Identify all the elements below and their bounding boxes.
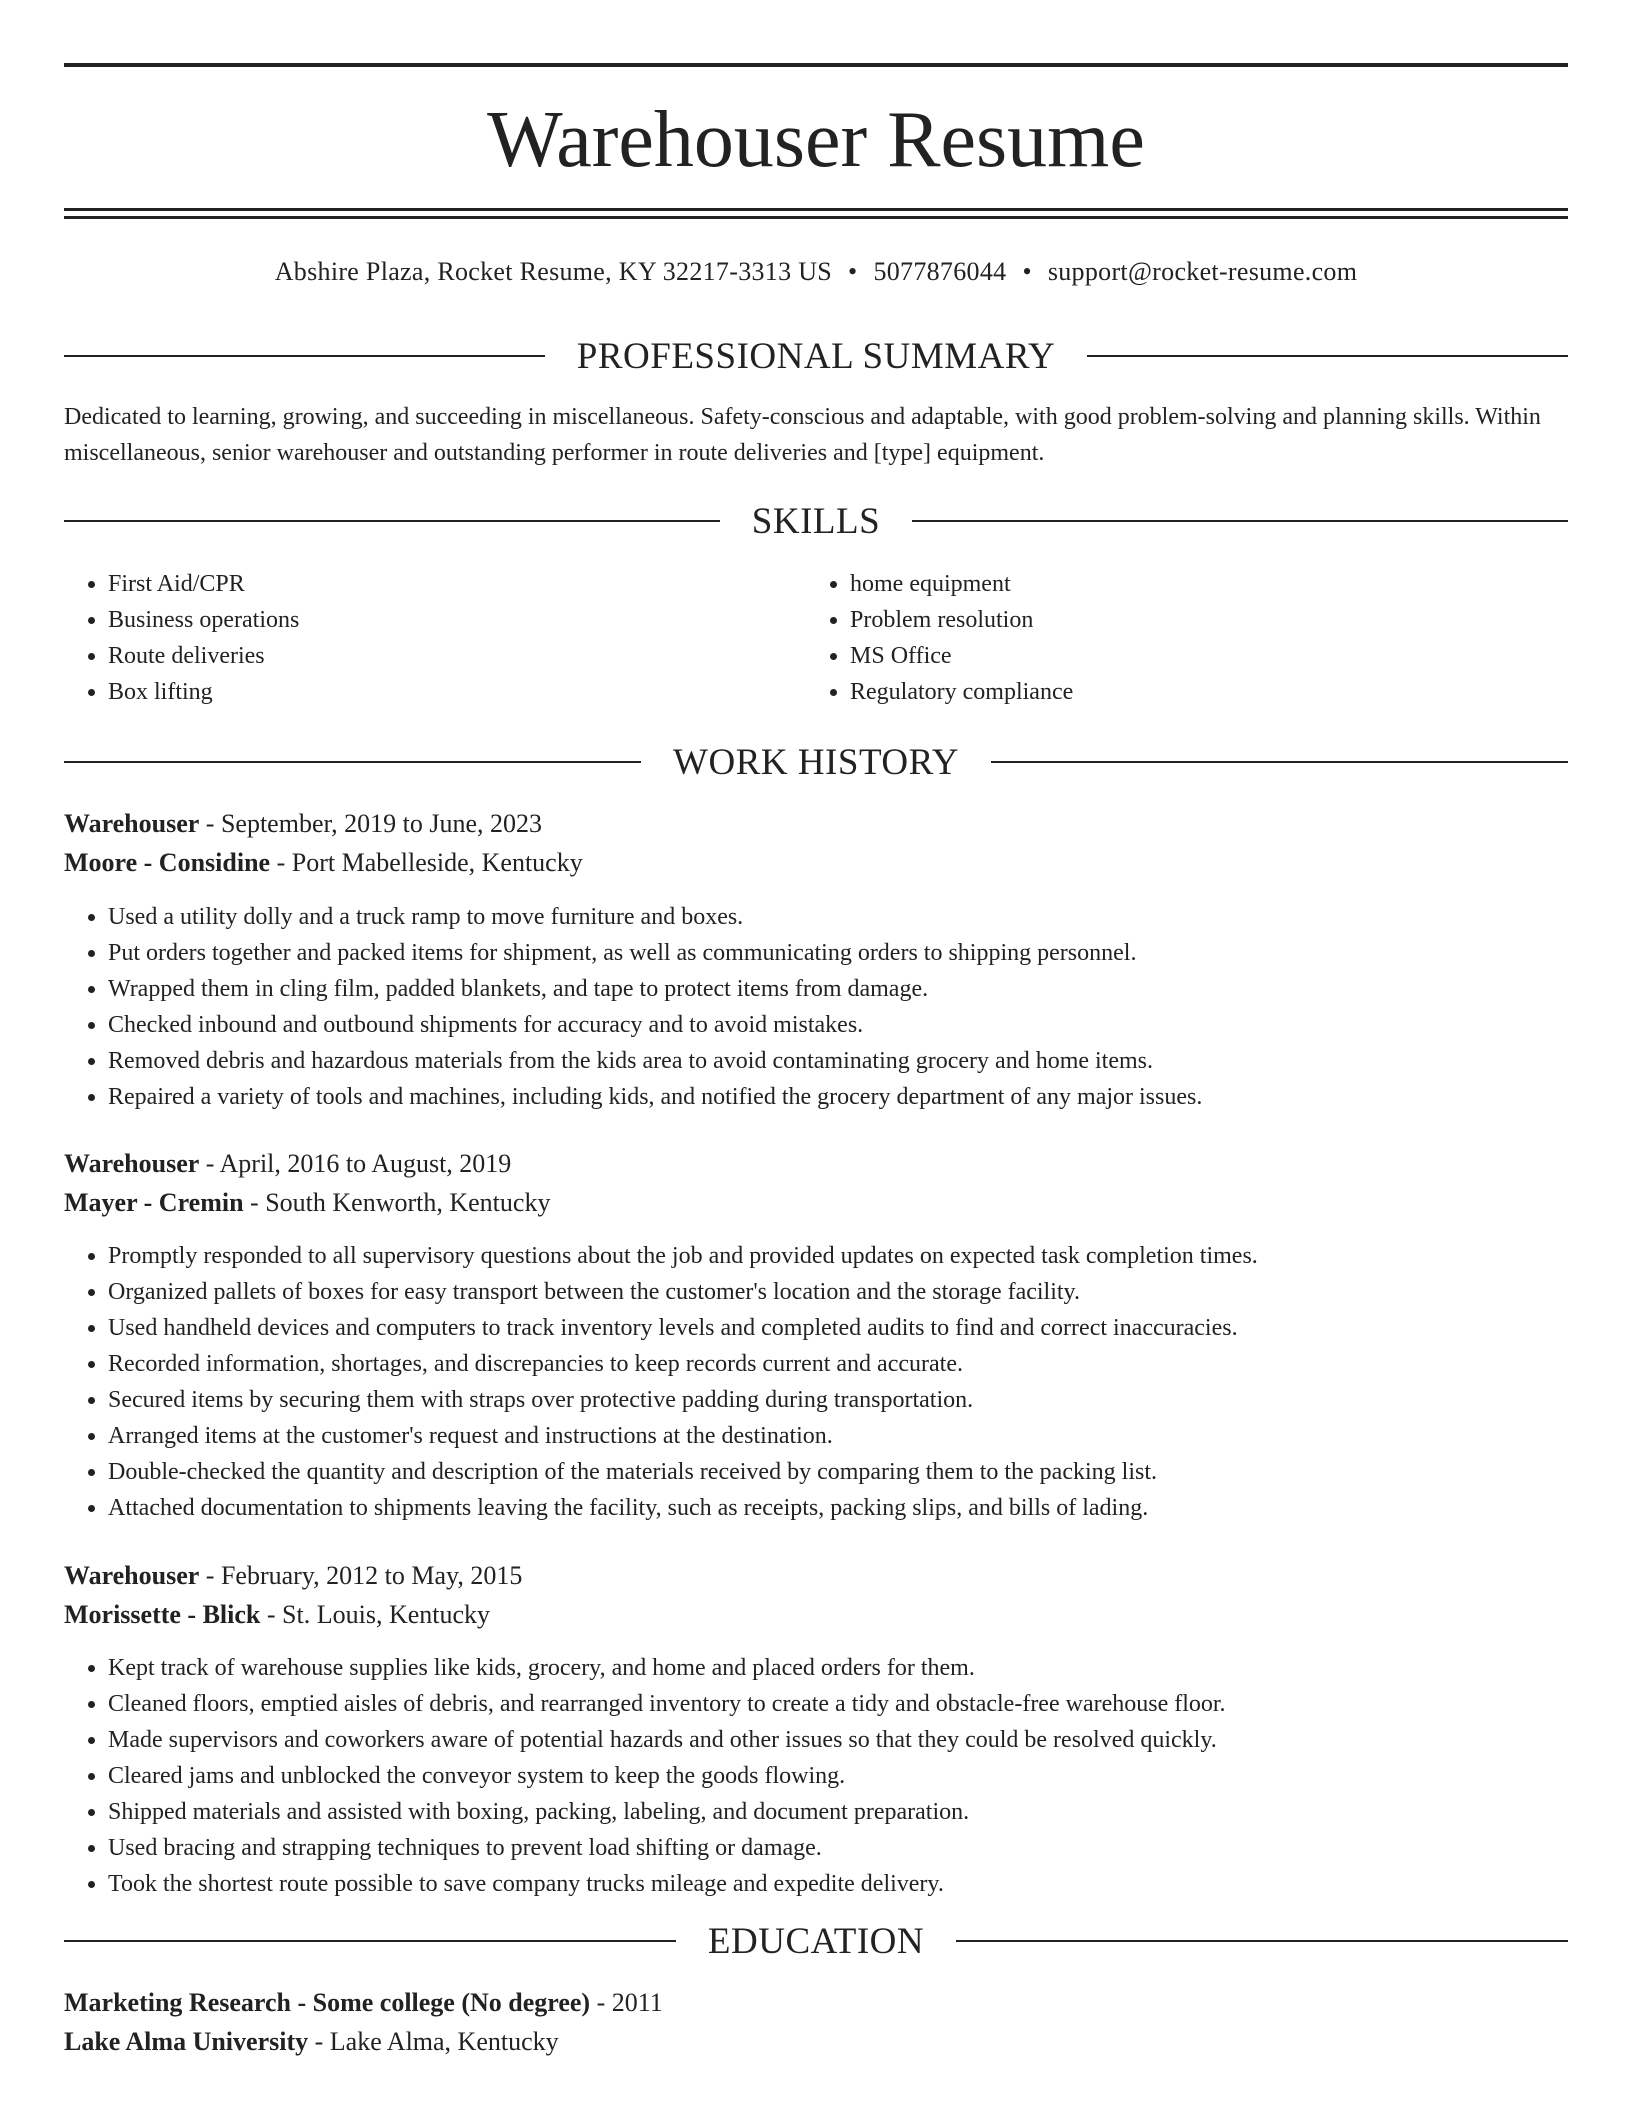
job-bullet: • Cleaned floors, emptied aisles of debris, and rearranged inventory to create a tidy and obstacle-free warehouse floor.: [108, 1686, 1612, 1722]
contact-phone: 5077876044: [873, 257, 1007, 286]
job-dates: - April, 2016 to August, 2019: [199, 1149, 512, 1178]
education-heading: EDUCATION: [707, 1920, 925, 1962]
skills-list-left: [64, 566, 808, 710]
skill-item: • home equipment: [850, 566, 1610, 602]
skill-item: • Route deliveries: [108, 638, 808, 674]
education-section-header: [64, 1916, 1568, 1966]
header-top-rule: [64, 63, 1568, 67]
skill-item: • Regulatory compliance: [850, 674, 1610, 710]
section-rule: [956, 1940, 1568, 1942]
job-bullet: • Took the shortest route possible to save company trucks mileage and expedite delivery.: [108, 1866, 1612, 1902]
contact-separator: •: [1022, 257, 1032, 286]
work-section-header: [64, 737, 1568, 787]
education-location: - Lake Alma, Kentucky: [308, 2027, 559, 2056]
job-bullet: • Put orders together and packed items for shipment, as well as communicating orders to shipping personnel.: [108, 935, 1612, 971]
skills-heading: SKILLS: [751, 500, 881, 542]
job-bullet: • Shipped materials and assisted with boxing, packing, labeling, and document preparation.: [108, 1794, 1612, 1830]
education-year: - 2011: [590, 1988, 663, 2017]
education-school: Lake Alma University: [64, 2027, 309, 2056]
job-dates: - February, 2012 to May, 2015: [199, 1561, 523, 1590]
skill-item: • First Aid/CPR: [108, 566, 808, 602]
job-title-line: [64, 1146, 1568, 1182]
job-company-line: [64, 1185, 1568, 1221]
education-degree: Marketing Research - Some college (No degree): [64, 1988, 591, 2017]
section-rule: [912, 520, 1568, 522]
section-rule: [64, 355, 545, 357]
contact-address: Abshire Plaza, Rocket Resume, KY 32217-3313 US: [274, 257, 833, 286]
job-bullet: • Recorded information, shortages, and discrepancies to keep records current and accurate.: [108, 1346, 1612, 1382]
skill-item: • Problem resolution: [850, 602, 1610, 638]
education-school-line: [64, 2024, 1568, 2060]
job-dates: - September, 2019 to June, 2023: [199, 809, 542, 838]
job-title: Warehouser: [64, 1561, 200, 1590]
job-title-line: [64, 1558, 1568, 1594]
contact-line: [64, 254, 1568, 290]
job-bullet: • Made supervisors and coworkers aware of potential hazards and other issues so that they could be resolved quickly.: [108, 1722, 1612, 1758]
job-bullet: • Used bracing and strapping techniques to prevent load shifting or damage.: [108, 1830, 1612, 1866]
job-bullet: • Promptly responded to all supervisory questions about the job and provided updates on expected task completion times.: [108, 1238, 1612, 1274]
header-rule-lower: [64, 216, 1568, 219]
job-company-line: [64, 845, 1568, 881]
job-bullet: • Kept track of warehouse supplies like kids, grocery, and home and placed orders for them.: [108, 1650, 1612, 1686]
job-bullets: [64, 899, 1612, 1115]
job-location: - Port Mabelleside, Kentucky: [270, 848, 583, 877]
job-title-line: [64, 806, 1568, 842]
job-title: Warehouser: [64, 809, 200, 838]
job-bullet: • Repaired a variety of tools and machines, including kids, and notified the grocery department of any major issues.: [108, 1079, 1612, 1115]
job-bullet: • Attached documentation to shipments leaving the facility, such as receipts, packing slips, and bills of lading.: [108, 1490, 1612, 1526]
job-location: - South Kenworth, Kentucky: [243, 1188, 551, 1217]
job-bullets: [64, 1650, 1612, 1902]
work-heading: WORK HISTORY: [673, 741, 959, 783]
job-bullet: • Double-checked the quantity and description of the materials received by comparing them to the packing list.: [108, 1454, 1612, 1490]
summary-section-header: [64, 331, 1568, 381]
section-rule: [991, 761, 1568, 763]
job-bullet: • Secured items by securing them with straps over protective padding during transportation.: [108, 1382, 1612, 1418]
job-company: Morissette - Blick: [64, 1600, 261, 1629]
skills-list-right: [806, 566, 1610, 710]
skill-item: • Business operations: [108, 602, 808, 638]
contact-separator: •: [848, 257, 858, 286]
job-bullets: [64, 1238, 1612, 1526]
section-rule: [1087, 355, 1568, 357]
education-degree-line: [64, 1985, 1568, 2021]
summary-text: Dedicated to learning, growing, and succeeding in miscellaneous. Safety-conscious and adaptable, with good problem-solving and planning skills. Within miscellaneous, senior warehouser and outstanding performer in route deliveries and [type] equipment.: [64, 404, 1541, 466]
job-title: Warehouser: [64, 1149, 200, 1178]
section-rule: [64, 1940, 676, 1942]
section-rule: [64, 520, 720, 522]
job-bullet: • Used a utility dolly and a truck ramp to move furniture and boxes.: [108, 899, 1612, 935]
job-bullet: • Removed debris and hazardous materials from the kids area to avoid contaminating grocery and home items.: [108, 1043, 1612, 1079]
job-bullet: • Organized pallets of boxes for easy transport between the customer's location and the storage facility.: [108, 1274, 1612, 1310]
contact-email[interactable]: support@rocket-resume.com: [1047, 257, 1358, 286]
job-location: - St. Louis, Kentucky: [260, 1600, 491, 1629]
job-company: Moore - Considine: [64, 848, 271, 877]
job-bullet: • Arranged items at the customer's request and instructions at the destination.: [108, 1418, 1612, 1454]
section-rule: [64, 761, 641, 763]
header-rule-upper: [64, 208, 1568, 211]
skills-section-header: [64, 496, 1568, 546]
job-bullet: • Cleared jams and unblocked the conveyor system to keep the goods flowing.: [108, 1758, 1612, 1794]
job-bullet: • Checked inbound and outbound shipments for accuracy and to avoid mistakes.: [108, 1007, 1612, 1043]
job-company: Mayer - Cremin: [64, 1188, 244, 1217]
page-title: Warehouser Resume: [487, 96, 1145, 184]
job-bullet: • Wrapped them in cling film, padded blankets, and tape to protect items from damage.: [108, 971, 1612, 1007]
skill-item: • MS Office: [850, 638, 1610, 674]
job-company-line: [64, 1597, 1568, 1633]
summary-heading: PROFESSIONAL SUMMARY: [576, 335, 1056, 377]
job-bullet: • Used handheld devices and computers to track inventory levels and completed audits to find and correct inaccuracies.: [108, 1310, 1612, 1346]
skill-item: • Box lifting: [108, 674, 808, 710]
